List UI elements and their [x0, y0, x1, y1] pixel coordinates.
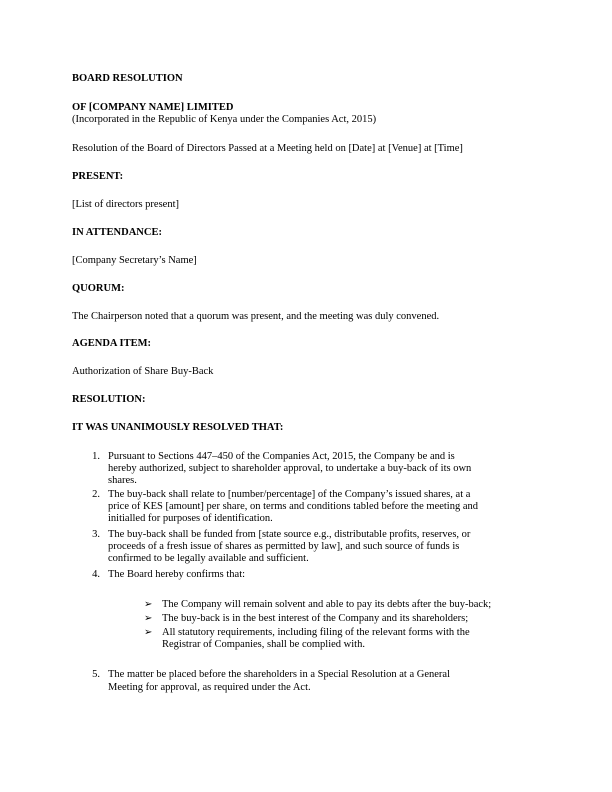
- agenda-text: Authorization of Share Buy-Back: [72, 366, 214, 377]
- item-text-line: The buy-back shall be funded from [state source e.g., distributable profits, reserves, or: [108, 529, 471, 540]
- bullet-text-line: All statutory requirements, including filing of the relevant forms with the: [162, 627, 470, 638]
- item-number: 1.: [92, 451, 100, 462]
- item-text-line: Meeting for approval, as required under the Act.: [108, 682, 311, 693]
- present-text: [List of directors present]: [72, 199, 180, 210]
- item-text-line: confirmed to be legally available and sufficient.: [108, 553, 309, 564]
- agenda-heading: AGENDA ITEM:: [72, 338, 152, 349]
- item-text-line: The buy-back shall relate to [number/percentage] of the Company’s issued shares, at a: [108, 489, 471, 500]
- item-text-line: initialled for purposes of identification.: [108, 513, 273, 524]
- arrow-bullet-icon: ➢: [144, 627, 153, 638]
- item-text-line: price of KES [amount] per share, on terms and conditions tabled before the meeting and: [108, 501, 479, 512]
- meeting-details: Resolution of the Board of Directors Passed at a Meeting held on [Date] at [Venue] at [Time]: [72, 143, 463, 154]
- item-number: 5.: [92, 669, 100, 680]
- item-number: 2.: [92, 489, 100, 500]
- resolution-subheading: IT WAS UNANIMOUSLY RESOLVED THAT:: [72, 422, 284, 433]
- attendance-text: [Company Secretary’s Name]: [72, 255, 197, 266]
- item-number: 4.: [92, 569, 100, 580]
- item-text-line: Pursuant to Sections 447–450 of the Companies Act, 2015, the Company be and is: [108, 451, 455, 462]
- item-text-line: The matter be placed before the shareholders in a Special Resolution at a General: [108, 669, 450, 680]
- arrow-bullet-icon: ➢: [144, 599, 153, 610]
- quorum-heading: QUORUM:: [72, 283, 125, 294]
- arrow-bullet-icon: ➢: [144, 613, 153, 624]
- quorum-text: The Chairperson noted that a quorum was present, and the meeting was duly convened.: [72, 311, 440, 322]
- present-heading: PRESENT:: [72, 171, 124, 182]
- resolution-heading: RESOLUTION:: [72, 394, 146, 405]
- incorporation-line: (Incorporated in the Republic of Kenya under the Companies Act, 2015): [72, 114, 377, 125]
- bullet-text-line: The buy-back is in the best interest of the Company and its shareholders;: [162, 613, 469, 624]
- item-text-line: The Board hereby confirms that:: [108, 569, 246, 580]
- item-text-line: shares.: [108, 475, 137, 486]
- item-text-line: proceeds of a fresh issue of shares as permitted by law], and such source of funds is: [108, 541, 460, 552]
- attendance-heading: IN ATTENDANCE:: [72, 227, 162, 238]
- item-number: 3.: [92, 529, 100, 540]
- item-text-line: hereby authorized, subject to shareholder approval, to undertake a buy-back of its own: [108, 463, 472, 474]
- company-name-line: OF [COMPANY NAME] LIMITED: [72, 102, 234, 113]
- bullet-text-line: Registrar of Companies, shall be complied with.: [162, 639, 365, 650]
- bullet-text-line: The Company will remain solvent and able to pay its debts after the buy-back;: [162, 599, 492, 610]
- document-title: BOARD RESOLUTION: [72, 73, 183, 84]
